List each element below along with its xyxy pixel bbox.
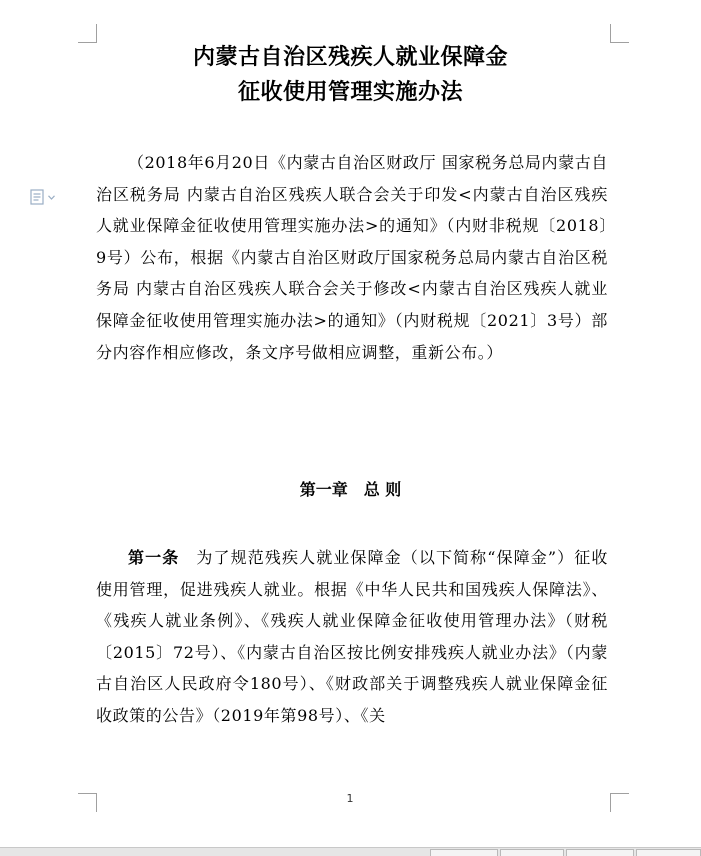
article-text: 为了规范残疾人就业保障金（以下简称“保障金”）征收使用管理，促进残疾人就业。根据《中华人民共和国残疾人保障法》、《残疾人就业条例》、《残疾人就业保障金征收使用管理办法》（财税〔2015〕72号）、《内蒙古自治区按比例安排残疾人就业办法》（内蒙古自治区人民政府令180号）、《财政部关于调整残疾人就业保障金征收政策的公告》（2019年第98号）、《关	[96, 548, 608, 725]
view-tab-3[interactable]	[566, 849, 634, 856]
document-title-line-2: 征收使用管理实施办法	[237, 80, 463, 105]
article-label: 第一条	[128, 548, 180, 567]
article-1-paragraph	[96, 542, 608, 732]
crop-mark-bottom-left	[78, 793, 97, 812]
crop-mark-top-right	[610, 24, 629, 43]
chevron-down-icon	[48, 195, 55, 200]
crop-mark-bottom-right	[610, 793, 629, 812]
page-number: 1	[346, 792, 354, 805]
crop-mark-top-left	[78, 24, 97, 43]
document-title-line-1: 内蒙古自治区残疾人就业保障金	[192, 45, 508, 70]
intro-paragraph: （2018年6月20日《内蒙古自治区财政厅 国家税务总局内蒙古自治区税务局 内蒙古自治区残疾人联合会关于印发<内蒙古自治区残疾人就业保障金征收使用管理实施办法>的通知》（内财非税规〔2018〕9号）公布，根据《内蒙古自治区财政厅国家税务总局内蒙古自治区税务局 内蒙古自治区残疾人联合会关于修改<内蒙古自治区残疾人就业保障金征收使用管理实施办法>的通知》（内财税规〔2021〕3号）部分内容作相应修改，条文序号做相应调整，重新公布。）	[96, 153, 608, 362]
paste-options-icon	[30, 189, 44, 205]
view-tab-4[interactable]	[636, 849, 701, 856]
paste-options-button[interactable]	[30, 188, 64, 206]
chapter-heading: 第一章 总 则	[299, 480, 402, 499]
view-tab-2[interactable]	[500, 849, 564, 856]
view-tab-1[interactable]	[430, 849, 498, 856]
